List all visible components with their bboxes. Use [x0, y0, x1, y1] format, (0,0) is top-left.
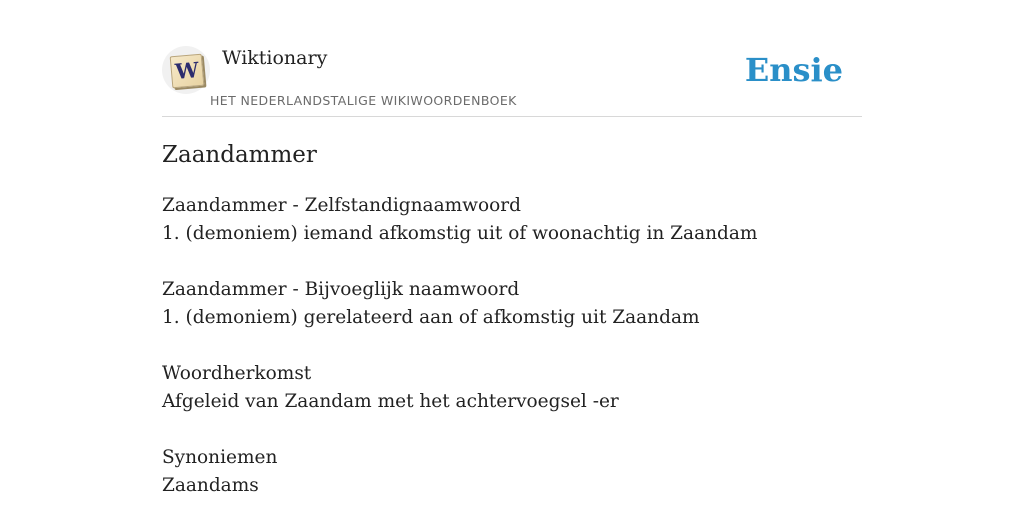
wiktionary-logo-icon[interactable] [162, 46, 210, 94]
section-heading: Zaandammer - Bijvoeglijk naamwoord [162, 279, 520, 300]
section-heading: Zaandammer - Zelfstandignaamwoord [162, 195, 521, 216]
section-body: Zaandams [162, 475, 259, 496]
site-subtitle: HET NEDERLANDSTALIGE WIKIWOORDENBOEK [210, 93, 517, 108]
ensie-brand-link[interactable]: Ensie [744, 51, 843, 89]
section-synonyms [162, 444, 862, 500]
logo-letter: W [174, 57, 200, 84]
logo-tile [170, 54, 205, 89]
section-body: 1. (demoniem) iemand afkomstig uit of woonachtig in Zaandam [162, 223, 758, 244]
section-heading: Woordherkomst [162, 363, 312, 384]
site-header [162, 0, 862, 117]
section-heading: Synoniemen [162, 447, 278, 468]
section-body: Afgeleid van Zaandam met het achtervoegsel -er [162, 391, 619, 412]
page-title: Zaandammer [162, 142, 317, 168]
section-noun [162, 192, 862, 248]
definition-content [162, 192, 862, 512]
section-adjective [162, 276, 862, 332]
section-etymology [162, 360, 862, 416]
section-body: 1. (demoniem) gerelateerd aan of afkomstig uit Zaandam [162, 307, 700, 328]
site-title[interactable]: Wiktionary [222, 47, 328, 69]
